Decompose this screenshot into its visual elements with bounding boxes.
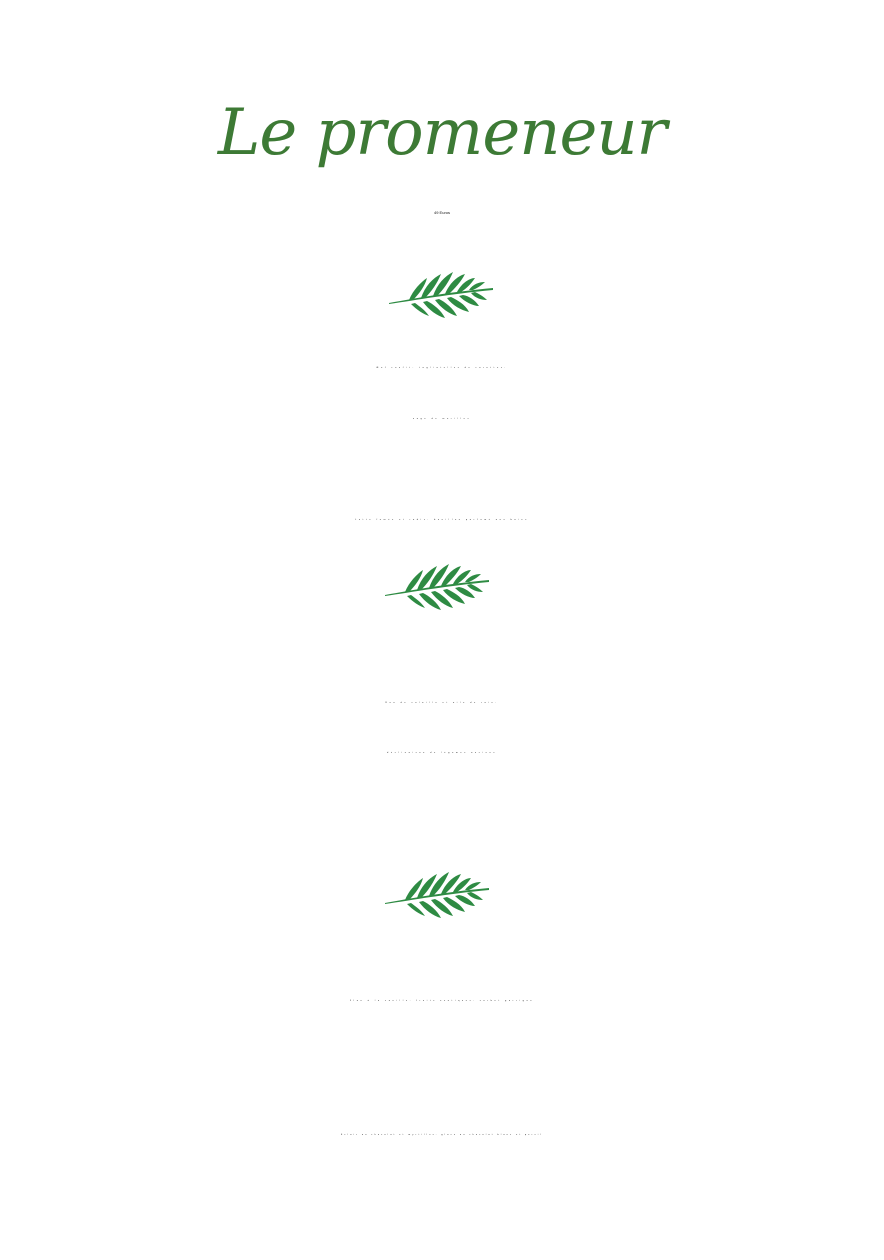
palm-leaf-icon <box>383 868 493 920</box>
dessert-option-2: Eclair au chocolat et myrtilles, glace au chocolat blanc et persil <box>340 1134 544 1136</box>
main-line-1: Duo de volaille et aile de raie, <box>385 702 499 704</box>
dessert-or <box>0 1055 884 1079</box>
palm-leaf-icon <box>383 560 493 612</box>
main-line-2: déclinaison de légumes anciens <box>387 752 497 754</box>
starter-line-1: Œuf confit, tagliatelles de carottes, <box>376 367 508 369</box>
dessert-option-1: Flan à la vanille, fruits exotiques, sorbet garrigue <box>349 1000 535 1002</box>
starter-line-3: Lotte fumée et radis, bouillon parfumé aux baies <box>355 519 529 521</box>
menu-price: 49 Euros <box>433 210 450 215</box>
starter-line-2: nage de morilles <box>412 418 472 420</box>
menu-title: Le promeneur <box>217 96 667 170</box>
starter-separator <box>0 459 884 481</box>
palm-leaf-icon <box>387 268 497 320</box>
